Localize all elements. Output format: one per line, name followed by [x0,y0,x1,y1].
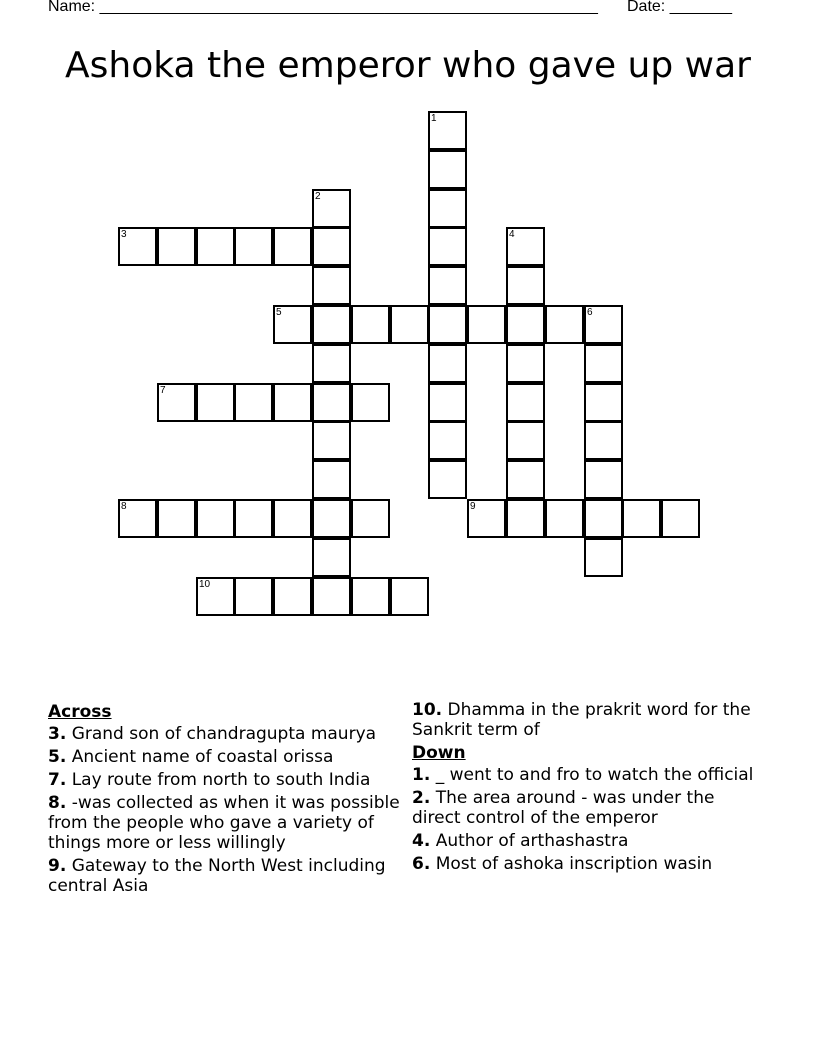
grid-cell[interactable] [118,227,157,266]
grid-cell[interactable] [234,499,273,538]
grid-cell[interactable] [506,344,545,383]
grid-cell[interactable] [273,577,312,616]
grid-cell[interactable] [196,383,235,422]
grid-cell[interactable] [467,305,506,344]
clue-text: Ancient name of coastal orissa [71,747,334,767]
clue-across-3 [48,724,408,744]
clue-number: 4. [412,831,431,851]
date-field[interactable]: Date: _______ [627,0,732,15]
clue-across-7 [48,770,408,790]
grid-cell[interactable] [584,460,623,499]
clue-text: Grand son of chandragupta maurya [71,724,377,744]
grid-cell[interactable] [428,421,467,460]
clue-across-5 [48,747,408,767]
down-heading: Down [412,743,466,763]
grid-cell[interactable] [351,383,390,422]
name-field[interactable]: Name: ________________________________________________________ [48,0,598,15]
grid-cell[interactable] [428,266,467,305]
grid-cell[interactable] [428,227,467,266]
clue-number: 8. [48,793,67,813]
grid-cell[interactable] [428,344,467,383]
grid-cell[interactable] [157,499,196,538]
grid-cell[interactable] [428,460,467,499]
grid-cell[interactable] [584,305,623,344]
grid-cell[interactable] [506,227,545,266]
grid-cell[interactable] [506,383,545,422]
grid-cell[interactable] [312,421,351,460]
grid-cell[interactable] [506,499,545,538]
page-title: Ashoka the emperor who gave up war [65,45,751,86]
grid-cell[interactable] [351,499,390,538]
clue-number: 1. [412,765,431,785]
grid-cell[interactable] [273,305,312,344]
grid-cell[interactable] [351,577,390,616]
clue-across-8 [48,793,408,853]
clue-text: -was collected as when it was possible from the people who gave a variety of things more or less willingly [48,793,400,853]
grid-cell[interactable] [234,227,273,266]
grid-number: 2 [315,191,321,202]
clue-text: Gateway to the North West including central Asia [48,856,386,896]
grid-cell[interactable] [622,499,661,538]
grid-cell[interactable] [118,499,157,538]
grid-cell[interactable] [157,383,196,422]
grid-cell[interactable] [584,499,623,538]
grid-cell[interactable] [584,344,623,383]
grid-number: 8 [121,501,127,512]
clue-number: 7. [48,770,67,790]
grid-cell[interactable] [545,499,584,538]
grid-cell[interactable] [312,227,351,266]
grid-cell[interactable] [312,383,351,422]
grid-cell[interactable] [584,383,623,422]
clues-column-right [412,700,762,877]
grid-cell[interactable] [312,538,351,577]
across-heading: Across [48,702,112,722]
grid-cell[interactable] [312,305,351,344]
clue-across-9 [48,856,408,896]
grid-cell[interactable] [273,227,312,266]
grid-cell[interactable] [196,227,235,266]
grid-number: 7 [160,385,166,396]
clue-down-6 [412,854,762,874]
grid-cell[interactable] [312,266,351,305]
grid-cell[interactable] [157,227,196,266]
clue-text: _ went to and fro to watch the official [435,765,754,785]
grid-cell[interactable] [584,421,623,460]
grid-number: 3 [121,229,127,240]
grid-cell[interactable] [234,577,273,616]
grid-number: 5 [276,307,282,318]
clue-down-4 [412,831,762,851]
grid-cell[interactable] [196,577,235,616]
grid-number: 1 [431,113,437,124]
grid-cell[interactable] [196,499,235,538]
grid-cell[interactable] [506,305,545,344]
clue-number: 10. [412,700,443,720]
grid-cell[interactable] [428,189,467,228]
clue-down-2 [412,788,762,828]
clue-number: 6. [412,854,431,874]
grid-cell[interactable] [584,538,623,577]
grid-cell[interactable] [661,499,700,538]
grid-cell[interactable] [312,499,351,538]
grid-cell[interactable] [428,150,467,189]
grid-cell[interactable] [312,344,351,383]
clue-text: Dhamma in the prakrit word for the Sankrit term of [412,700,751,740]
grid-cell[interactable] [234,383,273,422]
grid-cell[interactable] [312,189,351,228]
grid-cell[interactable] [273,499,312,538]
clues-column-left [48,700,408,899]
grid-cell[interactable] [428,111,467,150]
clue-number: 9. [48,856,67,876]
grid-cell[interactable] [545,305,584,344]
grid-cell[interactable] [428,383,467,422]
grid-cell[interactable] [312,577,351,616]
grid-cell[interactable] [428,305,467,344]
clue-number: 5. [48,747,67,767]
grid-number: 4 [509,229,515,240]
clue-down-1 [412,765,762,785]
clue-across-10 [412,700,762,740]
grid-cell[interactable] [467,499,506,538]
grid-cell[interactable] [312,460,351,499]
grid-cell[interactable] [506,266,545,305]
grid-cell[interactable] [390,577,429,616]
clue-number: 3. [48,724,67,744]
grid-number: 10 [199,579,211,590]
grid-cell[interactable] [506,421,545,460]
clue-text: Author of arthashastra [435,831,629,851]
clue-text: Lay route from north to south India [71,770,371,790]
grid-cell[interactable] [351,305,390,344]
grid-cell[interactable] [390,305,429,344]
grid-number: 9 [470,501,476,512]
grid-cell[interactable] [273,383,312,422]
grid-number: 6 [587,307,593,318]
grid-cell[interactable] [506,460,545,499]
clue-text: The area around - was under the direct control of the emperor [412,788,715,828]
clue-text: Most of ashoka inscription wasin [435,854,713,874]
clue-number: 2. [412,788,431,808]
